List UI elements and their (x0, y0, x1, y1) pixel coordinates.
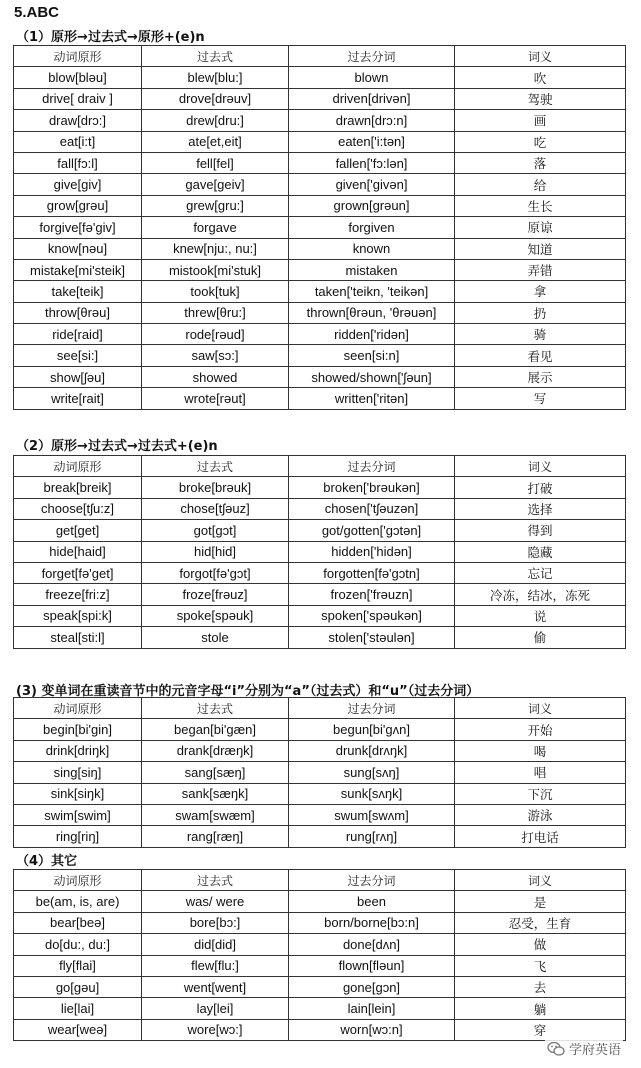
past-tense-cell: drove[drəuv] (142, 88, 289, 109)
section-4-table (13, 869, 626, 1041)
table-row (14, 627, 626, 648)
past-participle-cell: swum[swʌm] (289, 804, 455, 825)
past-participle-cell: stolen['stəulən] (289, 627, 455, 648)
meaning-cell: 扔 (455, 302, 626, 323)
base-form-cell: eat[i:t] (14, 131, 142, 152)
table-row (14, 217, 626, 238)
table-row (14, 67, 626, 88)
section-4-heading: （4）其它 (16, 854, 78, 869)
past-tense-cell: lay[lei] (142, 998, 289, 1019)
table-row (14, 891, 626, 912)
table-row (14, 912, 626, 933)
past-tense-cell: forgave (142, 217, 289, 238)
past-participle-cell: drunk[drʌŋk] (289, 740, 455, 761)
table-row (14, 131, 626, 152)
meaning-cell: 弄错 (455, 259, 626, 280)
past-tense-cell: drank[dræŋk] (142, 740, 289, 761)
past-participle-cell: spoken['spəukən] (289, 605, 455, 626)
meaning-cell: 骑 (455, 324, 626, 345)
table-row (14, 302, 626, 323)
column-header: 过去式 (142, 698, 289, 719)
meaning-cell: 躺 (455, 998, 626, 1019)
table-row (14, 762, 626, 783)
past-participle-cell: rung[rʌŋ] (289, 826, 455, 847)
past-tense-cell: sank[sæŋk] (142, 783, 289, 804)
column-header: 动词原形 (14, 870, 142, 891)
past-tense-cell: blew[blu:] (142, 67, 289, 88)
base-form-cell: begin[bi'gin] (14, 719, 142, 740)
meaning-cell: 吃 (455, 131, 626, 152)
base-form-cell: ring[riŋ] (14, 826, 142, 847)
past-participle-cell: sunk[sʌŋk] (289, 783, 455, 804)
past-participle-cell: taken['teikn, 'teikən] (289, 281, 455, 302)
column-header: 过去分词 (289, 46, 455, 67)
meaning-cell: 给 (455, 174, 626, 195)
column-header: 过去分词 (289, 698, 455, 719)
base-form-cell: forgive[fə'giv] (14, 217, 142, 238)
base-form-cell: mistake[mi'steik] (14, 259, 142, 280)
meaning-cell: 穿 (455, 1019, 626, 1040)
past-participle-cell: driven[drivən] (289, 88, 455, 109)
past-participle-cell: broken['brəukən] (289, 477, 455, 498)
meaning-cell: 忘记 (455, 562, 626, 583)
table-row (14, 826, 626, 847)
meaning-cell: 得到 (455, 520, 626, 541)
past-tense-cell: was/ were (142, 891, 289, 912)
column-header: 动词原形 (14, 456, 142, 477)
column-header: 词义 (455, 698, 626, 719)
section-3-heading: (3) 变单词在重读音节中的元音字母“i”分别为“a”（过去式）和“u”（过去分词） (16, 684, 480, 699)
meaning-cell: 展示 (455, 366, 626, 387)
table-row (14, 477, 626, 498)
base-form-cell: hide[haid] (14, 541, 142, 562)
table-row (14, 152, 626, 173)
base-form-cell: steal[sti:l] (14, 627, 142, 648)
meaning-cell: 隐藏 (455, 541, 626, 562)
base-form-cell: go[gəu] (14, 976, 142, 997)
past-tense-cell: showed (142, 366, 289, 387)
base-form-cell: freeze[fri:z] (14, 584, 142, 605)
past-participle-cell: forgotten[fə'gɔtn] (289, 562, 455, 583)
past-tense-cell: did[did] (142, 934, 289, 955)
meaning-cell: 原谅 (455, 217, 626, 238)
past-tense-cell: got[gɔt] (142, 520, 289, 541)
meaning-cell: 飞 (455, 955, 626, 976)
past-tense-cell: wrote[rəut] (142, 388, 289, 409)
base-form-cell: know[nəu] (14, 238, 142, 259)
past-tense-cell: went[went] (142, 976, 289, 997)
meaning-cell: 喝 (455, 740, 626, 761)
past-tense-cell: mistook[mi'stuk] (142, 259, 289, 280)
past-tense-cell: took[tuk] (142, 281, 289, 302)
past-participle-cell: sung[sʌŋ] (289, 762, 455, 783)
past-participle-cell: showed/shown['ʃəun] (289, 366, 455, 387)
past-participle-cell: thrown[θrəun, 'θrəuən] (289, 302, 455, 323)
past-participle-cell: gone[gɔn] (289, 976, 455, 997)
base-form-cell: drink[driŋk] (14, 740, 142, 761)
section-3-table (13, 697, 626, 848)
past-participle-cell: blown (289, 67, 455, 88)
past-tense-cell: grew[gru:] (142, 195, 289, 216)
column-header: 过去式 (142, 456, 289, 477)
past-participle-cell: lain[lein] (289, 998, 455, 1019)
base-form-cell: choose[tʃu:z] (14, 498, 142, 519)
table-header-row (14, 46, 626, 67)
meaning-cell: 下沉 (455, 783, 626, 804)
meaning-cell: 画 (455, 110, 626, 131)
base-form-cell: give[giv] (14, 174, 142, 195)
table-row (14, 605, 626, 626)
past-tense-cell: began[bi'gæn] (142, 719, 289, 740)
table-row (14, 584, 626, 605)
watermark (545, 1039, 623, 1058)
watermark-text: 学府英语 (568, 1043, 621, 1058)
column-header: 过去分词 (289, 870, 455, 891)
table-row (14, 1019, 626, 1040)
table-row (14, 934, 626, 955)
meaning-cell: 忍受，生育 (455, 912, 626, 933)
base-form-cell: show[ʃəu] (14, 366, 142, 387)
base-form-cell: do[du:, du:] (14, 934, 142, 955)
table-row (14, 110, 626, 131)
base-form-cell: break[breik] (14, 477, 142, 498)
meaning-cell: 唱 (455, 762, 626, 783)
past-tense-cell: saw[sɔ:] (142, 345, 289, 366)
column-header: 词义 (455, 456, 626, 477)
past-tense-cell: drew[dru:] (142, 110, 289, 131)
meaning-cell: 落 (455, 152, 626, 173)
past-tense-cell: stole (142, 627, 289, 648)
past-tense-cell: chose[tʃəuz] (142, 498, 289, 519)
table-row (14, 195, 626, 216)
base-form-cell: sing[siŋ] (14, 762, 142, 783)
past-participle-cell: born/borne[bɔ:n] (289, 912, 455, 933)
past-tense-cell: rode[rəud] (142, 324, 289, 345)
past-participle-cell: got/gotten['gɔtən] (289, 520, 455, 541)
table-row (14, 520, 626, 541)
past-participle-cell: given['givən] (289, 174, 455, 195)
past-participle-cell: flown[fləun] (289, 955, 455, 976)
meaning-cell: 驾驶 (455, 88, 626, 109)
past-participle-cell: forgiven (289, 217, 455, 238)
page-title: 5.ABC (14, 4, 60, 21)
table-header-row (14, 698, 626, 719)
table-row (14, 345, 626, 366)
past-tense-cell: fell[fel] (142, 152, 289, 173)
table-row (14, 998, 626, 1019)
base-form-cell: grow[grəu] (14, 195, 142, 216)
table-row (14, 324, 626, 345)
base-form-cell: drive[ draiv ] (14, 88, 142, 109)
table-row (14, 238, 626, 259)
base-form-cell: sink[siŋk] (14, 783, 142, 804)
past-tense-cell: froze[frəuz] (142, 584, 289, 605)
meaning-cell: 知道 (455, 238, 626, 259)
table-row (14, 740, 626, 761)
section-1-heading: （1）原形→过去式→原形+(e)n (16, 30, 205, 45)
table-row (14, 259, 626, 280)
meaning-cell: 拿 (455, 281, 626, 302)
base-form-cell: fly[flai] (14, 955, 142, 976)
column-header: 词义 (455, 870, 626, 891)
table-row (14, 174, 626, 195)
table-row (14, 366, 626, 387)
meaning-cell: 做 (455, 934, 626, 955)
meaning-cell: 写 (455, 388, 626, 409)
meaning-cell: 吹 (455, 67, 626, 88)
past-tense-cell: swam[swæm] (142, 804, 289, 825)
past-tense-cell: wore[wɔ:] (142, 1019, 289, 1040)
base-form-cell: throw[θrəu] (14, 302, 142, 323)
meaning-cell: 偷 (455, 627, 626, 648)
past-participle-cell: hidden['hidən] (289, 541, 455, 562)
table-row (14, 562, 626, 583)
meaning-cell: 开始 (455, 719, 626, 740)
table-row (14, 976, 626, 997)
meaning-cell: 选择 (455, 498, 626, 519)
meaning-cell: 是 (455, 891, 626, 912)
base-form-cell: draw[drɔ:] (14, 110, 142, 131)
past-participle-cell: done[dʌn] (289, 934, 455, 955)
meaning-cell: 游泳 (455, 804, 626, 825)
base-form-cell: speak[spi:k] (14, 605, 142, 626)
past-participle-cell: mistaken (289, 259, 455, 280)
meaning-cell: 看见 (455, 345, 626, 366)
past-tense-cell: forgot[fə'gɔt] (142, 562, 289, 583)
base-form-cell: write[rait] (14, 388, 142, 409)
table-row (14, 281, 626, 302)
meaning-cell: 去 (455, 976, 626, 997)
past-tense-cell: sang[sæŋ] (142, 762, 289, 783)
table-header-row (14, 456, 626, 477)
past-participle-cell: written['ritən] (289, 388, 455, 409)
table-row (14, 388, 626, 409)
past-participle-cell: been (289, 891, 455, 912)
table-header-row (14, 870, 626, 891)
past-tense-cell: ate[et,eit] (142, 131, 289, 152)
meaning-cell: 生长 (455, 195, 626, 216)
section-2-table (13, 455, 626, 649)
base-form-cell: ride[raid] (14, 324, 142, 345)
past-tense-cell: flew[flu:] (142, 955, 289, 976)
column-header: 过去分词 (289, 456, 455, 477)
past-tense-cell: spoke[spəuk] (142, 605, 289, 626)
past-participle-cell: chosen['tʃəuzən] (289, 498, 455, 519)
table-row (14, 955, 626, 976)
base-form-cell: see[si:] (14, 345, 142, 366)
past-participle-cell: fallen['fɔ:lən] (289, 152, 455, 173)
table-row (14, 719, 626, 740)
base-form-cell: fall[fɔ:l] (14, 152, 142, 173)
past-participle-cell: eaten['i:tən] (289, 131, 455, 152)
column-header: 过去式 (142, 46, 289, 67)
base-form-cell: get[get] (14, 520, 142, 541)
past-participle-cell: frozen['frəuzn] (289, 584, 455, 605)
past-participle-cell: worn[wɔ:n] (289, 1019, 455, 1040)
past-tense-cell: gave[geiv] (142, 174, 289, 195)
base-form-cell: take[teik] (14, 281, 142, 302)
column-header: 动词原形 (14, 698, 142, 719)
past-tense-cell: broke[brəuk] (142, 477, 289, 498)
meaning-cell: 冷冻，结冰，冻死 (455, 584, 626, 605)
past-participle-cell: seen[si:n] (289, 345, 455, 366)
meaning-cell: 打电话 (455, 826, 626, 847)
past-participle-cell: grown[grəun] (289, 195, 455, 216)
section-2-heading: （2）原形→过去式→过去式+(e)n (16, 439, 218, 454)
past-tense-cell: rang[ræŋ] (142, 826, 289, 847)
past-tense-cell: bore[bɔ:] (142, 912, 289, 933)
past-participle-cell: drawn[drɔ:n] (289, 110, 455, 131)
wechat-icon (547, 1041, 565, 1057)
table-row (14, 88, 626, 109)
past-participle-cell: ridden['ridən] (289, 324, 455, 345)
table-row (14, 541, 626, 562)
section-1-table (13, 45, 626, 410)
past-tense-cell: knew[nju:, nu:] (142, 238, 289, 259)
column-header: 词义 (455, 46, 626, 67)
past-participle-cell: known (289, 238, 455, 259)
table-row (14, 783, 626, 804)
column-header: 过去式 (142, 870, 289, 891)
meaning-cell: 打破 (455, 477, 626, 498)
base-form-cell: forget[fə'get] (14, 562, 142, 583)
meaning-cell: 说 (455, 605, 626, 626)
past-participle-cell: begun[bi'gʌn] (289, 719, 455, 740)
past-tense-cell: threw[θru:] (142, 302, 289, 323)
past-tense-cell: hid[hid] (142, 541, 289, 562)
base-form-cell: wear[weə] (14, 1019, 142, 1040)
base-form-cell: lie[lai] (14, 998, 142, 1019)
base-form-cell: blow[bləu] (14, 67, 142, 88)
base-form-cell: be(am, is, are) (14, 891, 142, 912)
base-form-cell: swim[swim] (14, 804, 142, 825)
table-row (14, 804, 626, 825)
column-header: 动词原形 (14, 46, 142, 67)
table-row (14, 498, 626, 519)
base-form-cell: bear[beə] (14, 912, 142, 933)
